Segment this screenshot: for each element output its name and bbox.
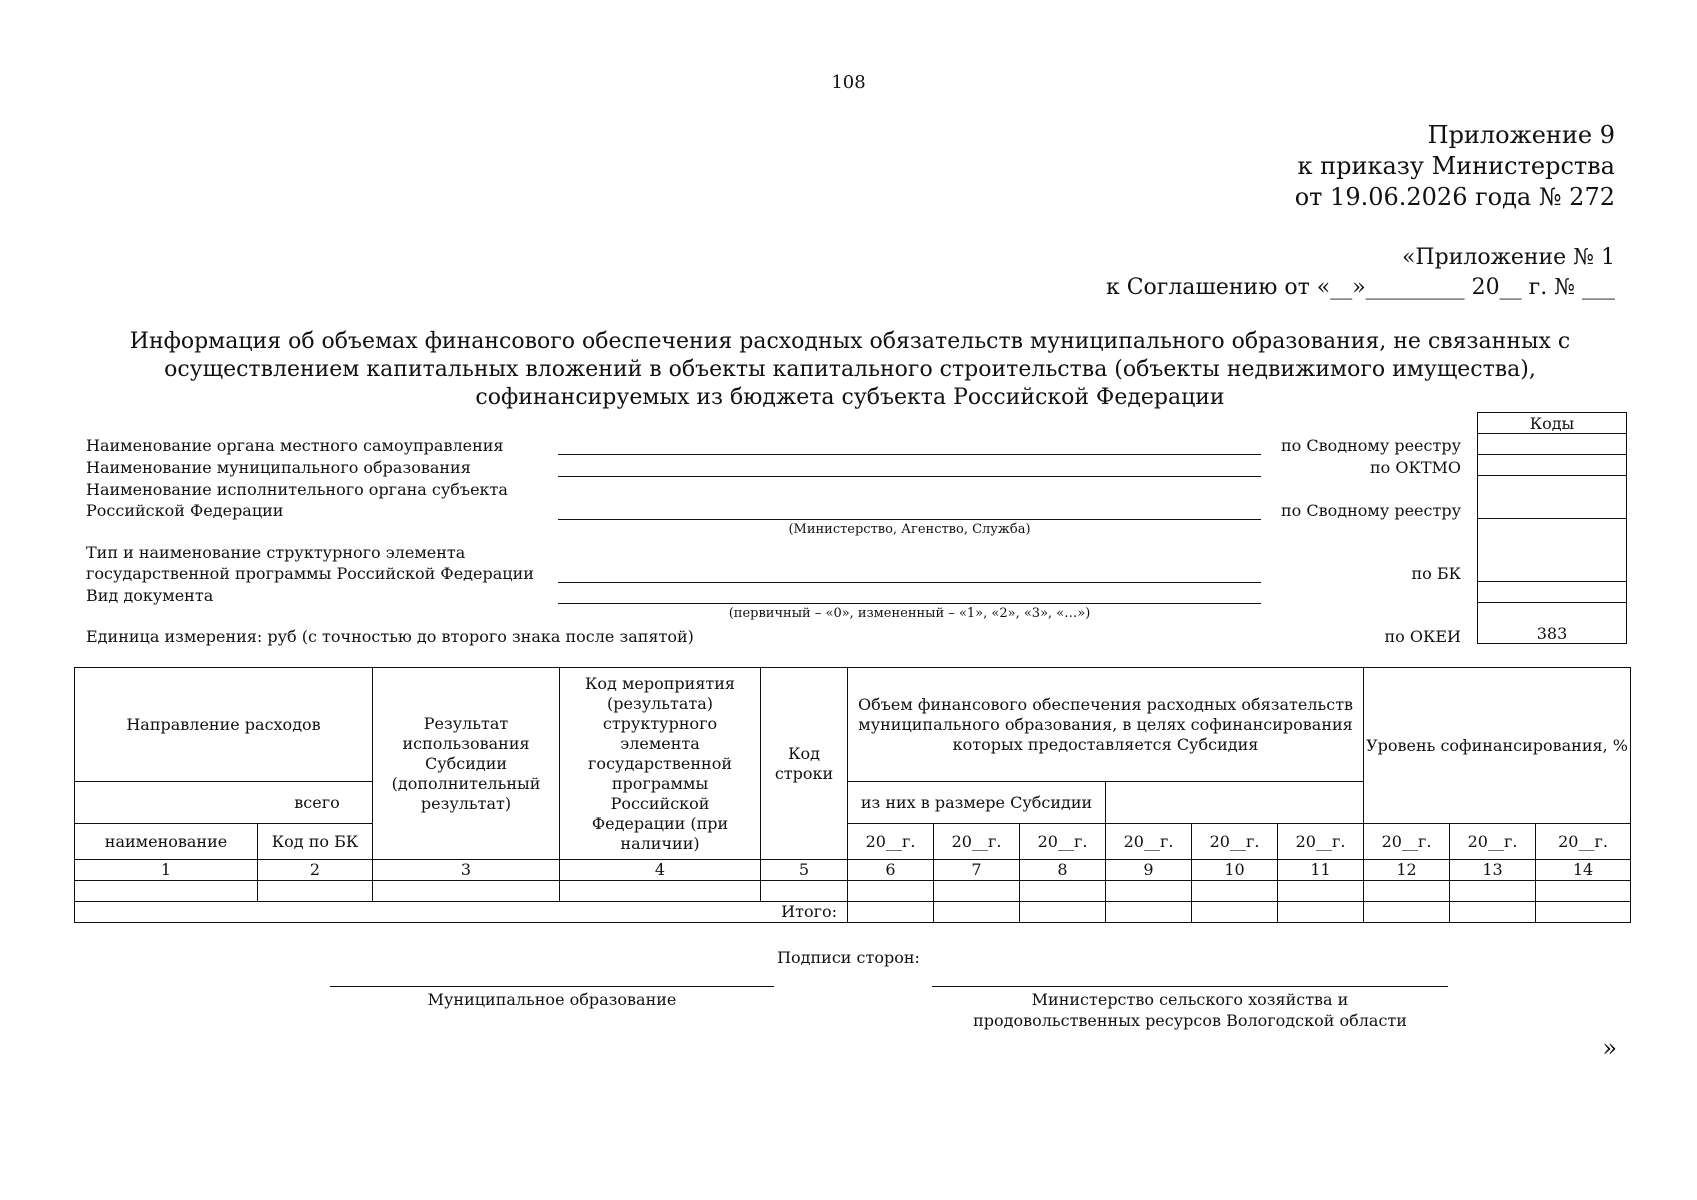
appendix-line-1: Приложение 9: [1427, 121, 1615, 149]
total-row: [75, 902, 1631, 923]
year-8: 20__г.: [1020, 824, 1106, 860]
col-number: 2: [258, 860, 373, 881]
table-cell[interactable]: [1450, 881, 1536, 902]
header-volume: Объем финансового обеспечения расходных обязательств муниципального образования, в целях софинансирования которых предоставляется Субсидия: [848, 668, 1364, 782]
doc-type-hint: (первичный – «0», измененный – «1», «2», «3», «…»): [728, 606, 1091, 621]
municipality-label: Наименование муниципального образования: [86, 458, 471, 477]
col-number: 4: [560, 860, 761, 881]
oktmo-label: по ОКТМО: [1369, 458, 1461, 477]
header-direction: Направление расходов: [75, 668, 373, 782]
financing-table: [74, 667, 1631, 923]
table-cell[interactable]: [1364, 881, 1450, 902]
col-number: 1: [75, 860, 258, 881]
year-10: 20__г.: [1192, 824, 1278, 860]
table-cell[interactable]: [258, 881, 373, 902]
col-number: 11: [1278, 860, 1364, 881]
doc-type-label: Вид документа: [86, 586, 214, 605]
total-cell[interactable]: [1364, 902, 1450, 923]
page-number: 108: [831, 72, 866, 93]
signature-right-label-1: Министерство сельского хозяйства и: [1031, 990, 1349, 1009]
signature-right-label-2: продовольственных ресурсов Вологодской области: [973, 1011, 1407, 1030]
table-cell[interactable]: [1278, 881, 1364, 902]
registry-label-2: по Сводному реестру: [1280, 501, 1461, 520]
table-cell[interactable]: [1020, 881, 1106, 902]
col-number: 12: [1364, 860, 1450, 881]
total-cell[interactable]: [848, 902, 934, 923]
local-gov-label: Наименование органа местного самоуправления: [86, 436, 504, 455]
okei-label: по ОКЕИ: [1384, 627, 1461, 646]
total-cell[interactable]: [1106, 902, 1192, 923]
header-total: всего: [75, 782, 560, 824]
col-number: 6: [848, 860, 934, 881]
bk-code-cell[interactable]: [1478, 519, 1627, 582]
table-cell[interactable]: [934, 881, 1020, 902]
local-gov-field[interactable]: [558, 454, 1261, 455]
col-number: 14: [1536, 860, 1631, 881]
header-event-code: Код мероприятия (результата) структурного элемента государственной программы Российской Федерации (при наличии): [560, 668, 761, 860]
col-number: 7: [934, 860, 1020, 881]
closing-quote: »: [1602, 1034, 1617, 1062]
table-cell[interactable]: [761, 881, 848, 902]
struct-field[interactable]: [558, 582, 1261, 583]
table-cell[interactable]: [1192, 881, 1278, 902]
total-cell[interactable]: [1536, 902, 1631, 923]
codes-table: [1477, 412, 1627, 644]
year-7: 20__г.: [934, 824, 1020, 860]
codes-header: Коды: [1478, 413, 1627, 434]
header-name: наименование: [75, 824, 258, 860]
table-cell[interactable]: [75, 881, 258, 902]
header-line-code: Код строки: [761, 668, 848, 860]
table-cell[interactable]: [848, 881, 934, 902]
total-cell[interactable]: [1278, 902, 1364, 923]
unit-label: Единица измерения: руб (с точностью до второго знака после запятой): [86, 627, 694, 646]
exec-org-field[interactable]: [558, 519, 1261, 520]
header-bk: Код по БК: [258, 824, 373, 860]
doc-type-code-cell[interactable]: [1478, 582, 1627, 603]
col-number: 9: [1106, 860, 1192, 881]
year-12: 20__г.: [1364, 824, 1450, 860]
col-number: 5: [761, 860, 848, 881]
signature-left-label: Муниципальное образование: [427, 990, 677, 1009]
registry-code-cell-2[interactable]: [1478, 476, 1627, 519]
table-cell[interactable]: [560, 881, 761, 902]
doc-type-field[interactable]: [558, 603, 1261, 604]
signatures-title: Подписи сторон:: [777, 948, 920, 967]
exec-org-label-1: Наименование исполнительного органа субъекта: [86, 480, 508, 499]
okei-code-cell: 383: [1478, 603, 1627, 644]
table-cell[interactable]: [373, 881, 560, 902]
col-number: 3: [373, 860, 560, 881]
header-result: Результат использования Субсидии (дополнительный результат): [373, 668, 560, 860]
signature-line-right[interactable]: [932, 986, 1448, 987]
col-number: 13: [1450, 860, 1536, 881]
agreement-line-1: «Приложение № 1: [1401, 245, 1615, 270]
year-13: 20__г.: [1450, 824, 1536, 860]
total-cell[interactable]: [1192, 902, 1278, 923]
year-6: 20__г.: [848, 824, 934, 860]
bk-label: по БК: [1411, 564, 1461, 583]
struct-label-2: государственной программы Российской Федерации: [86, 564, 534, 583]
total-cell[interactable]: [934, 902, 1020, 923]
col-number: 8: [1020, 860, 1106, 881]
total-label: Итого:: [75, 902, 848, 923]
document-title: Информация об объемах финансового обеспечения расходных обязательств муниципального образования, не связанных с осуществлением капитальных вложений в объекты капитального строительства (объекты недвижимого имущества), софинансируемых из бюджета субъекта Российской Федерации: [129, 329, 1571, 410]
table-cell[interactable]: [1536, 881, 1631, 902]
table-row: [75, 881, 1631, 902]
registry-label: по Сводному реестру: [1280, 436, 1461, 455]
total-cell[interactable]: [1020, 902, 1106, 923]
agreement-line-2: к Соглашению от «__»_________ 20__ г. № ___: [1105, 275, 1615, 300]
header-level: Уровень софинансирования, %: [1364, 668, 1631, 824]
signature-line-left[interactable]: [330, 986, 774, 987]
oktmo-code-cell[interactable]: [1478, 455, 1627, 476]
year-14: 20__г.: [1536, 824, 1631, 860]
appendix-line-3: от 19.06.2026 года № 272: [1294, 183, 1615, 211]
exec-org-hint: (Министерство, Агенство, Служба): [788, 522, 1031, 537]
registry-code-cell[interactable]: [1478, 434, 1627, 455]
table-cell[interactable]: [1106, 881, 1192, 902]
year-11: 20__г.: [1278, 824, 1364, 860]
total-cell[interactable]: [1450, 902, 1536, 923]
header-subsidy: из них в размере Субсидии: [848, 782, 1106, 824]
municipality-field[interactable]: [558, 476, 1261, 477]
col-number: 10: [1192, 860, 1278, 881]
struct-label-1: Тип и наименование структурного элемента: [86, 543, 466, 562]
year-9: 20__г.: [1106, 824, 1192, 860]
exec-org-label-2: Российской Федерации: [86, 501, 284, 520]
appendix-line-2: к приказу Министерства: [1297, 152, 1615, 180]
